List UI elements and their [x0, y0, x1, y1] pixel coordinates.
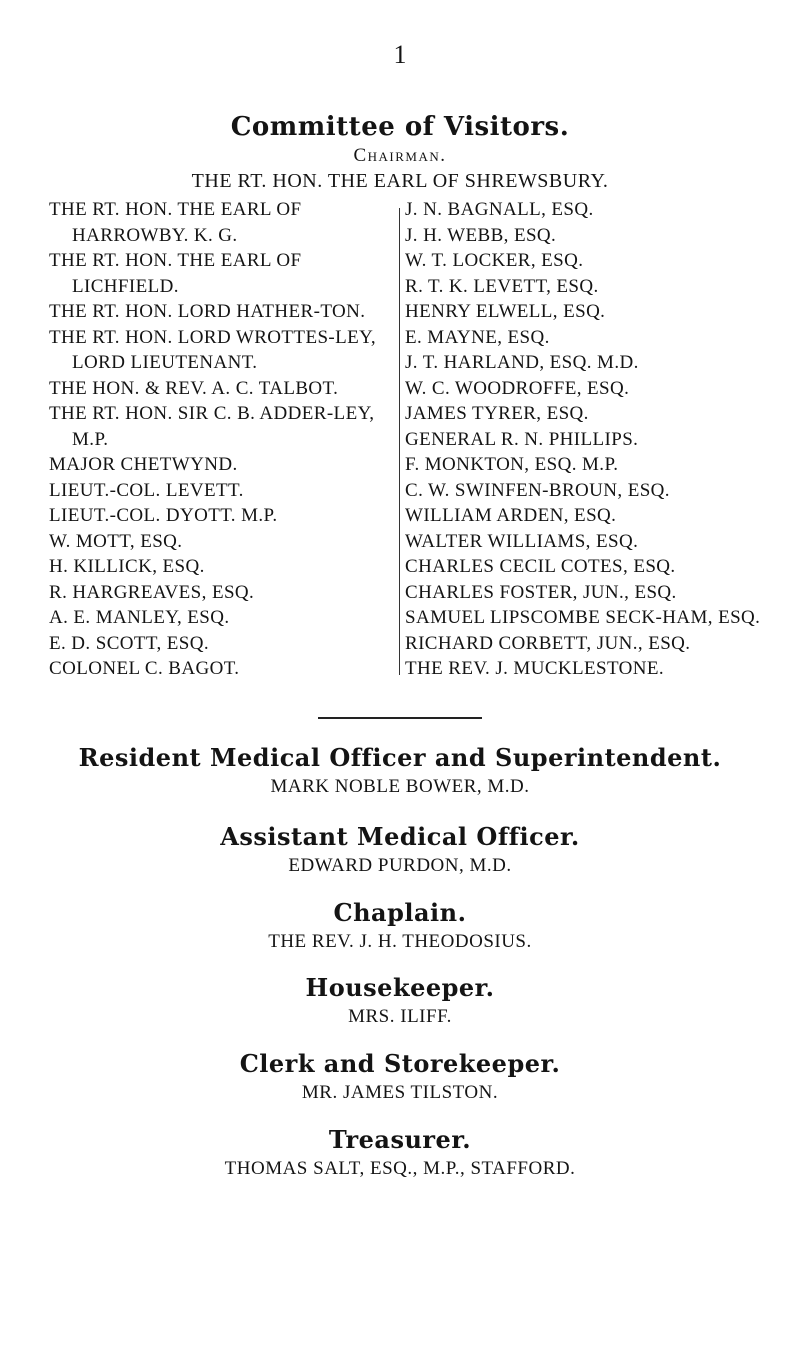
officer-role: Assistant Medical Officer.: [220, 822, 580, 851]
member-entry: W. T. LOCKER, ESQ.: [405, 250, 584, 271]
committee-title: Committee of Visitors.: [230, 112, 570, 142]
member-entry: THE HON. & REV. A. C. TALBOT.: [49, 377, 339, 399]
member-entry: C. W. SWINFEN-BROUN, ESQ.: [405, 479, 670, 501]
member-entry: E. D. SCOTT, ESQ.: [49, 632, 210, 654]
officer-role: Treasurer.: [328, 1125, 472, 1154]
officer-role: Chaplain.: [333, 898, 467, 927]
member-entry: J. H. WEBB, ESQ.: [405, 224, 557, 246]
member-entry: COLONEL C. BAGOT.: [49, 658, 240, 679]
member-entry: THE RT. HON. THE EARL OF LICHFIELD.: [49, 250, 302, 297]
officer-chaplain: [0, 898, 800, 953]
member-entry: LIEUT.-COL. DYOTT. M.P.: [49, 505, 278, 526]
officer-role: Housekeeper.: [305, 973, 495, 1002]
member-entry: J. N. BAGNALL, ESQ.: [405, 199, 594, 220]
member-entry: CHARLES FOSTER, JUN., ESQ.: [405, 581, 677, 603]
officer-name: MARK NOBLE BOWER, M.D.: [270, 776, 530, 797]
member-entry: H. KILLICK, ESQ.: [49, 556, 205, 577]
member-entry: R. HARGREAVES, ESQ.: [49, 581, 255, 603]
officer-treasurer: [0, 1125, 800, 1180]
section-divider: [318, 717, 482, 719]
officer-clerk: [0, 1049, 800, 1104]
member-entry: W. C. WOODROFFE, ESQ.: [405, 377, 630, 399]
members-right-column: [405, 197, 775, 682]
member-entry: R. T. K. LEVETT, ESQ.: [405, 275, 599, 297]
member-entry: MAJOR CHETWYND.: [49, 454, 238, 475]
officer-name: MRS. ILIFF.: [348, 1006, 452, 1027]
member-entry: JAMES TYRER, ESQ.: [405, 403, 589, 424]
member-entry: A. E. MANLEY, ESQ.: [49, 607, 230, 628]
member-entry: WILLIAM ARDEN, ESQ.: [405, 505, 617, 526]
officer-resident-medical: [0, 743, 800, 798]
member-entry: THE RT. HON. LORD WROTTES-LEY, LORD LIEUTENANT.: [49, 326, 376, 373]
member-entry: LIEUT.-COL. LEVETT.: [49, 479, 244, 501]
member-entry: THE RT. HON. LORD HATHER-TON.: [49, 301, 366, 322]
chairman-name: THE RT. HON. THE EARL OF SHREWSBURY.: [191, 170, 609, 192]
member-entry: E. MAYNE, ESQ.: [405, 326, 550, 348]
member-entry: HENRY ELWELL, ESQ.: [405, 301, 606, 322]
members-left-column: [49, 197, 394, 682]
member-entry: GENERAL R. N. PHILLIPS.: [405, 428, 639, 450]
member-entry: RICHARD CORBETT, JUN., ESQ.: [405, 632, 691, 654]
officer-name: THOMAS SALT, ESQ., M.P., STAFFORD.: [224, 1158, 576, 1179]
member-entry: J. T. HARLAND, ESQ. M.D.: [405, 352, 639, 373]
member-entry: W. MOTT, ESQ.: [49, 530, 183, 552]
officer-housekeeper: [0, 973, 800, 1028]
member-entry: F. MONKTON, ESQ. M.P.: [405, 454, 619, 475]
column-divider: [399, 208, 400, 675]
member-entry: SAMUEL LIPSCOMBE SECK-HAM, ESQ.: [405, 607, 761, 628]
officer-name: MR. JAMES TILSTON.: [301, 1082, 499, 1103]
officer-assistant-medical: [0, 822, 800, 877]
officer-name: THE REV. J. H. THEODOSIUS.: [268, 931, 532, 952]
officer-name: EDWARD PURDON, M.D.: [288, 855, 512, 876]
page-number: 1: [393, 40, 407, 69]
member-entry: THE RT. HON. THE EARL OF HARROWBY. K. G.: [49, 199, 302, 246]
member-entry: CHARLES CECIL COTES, ESQ.: [405, 556, 676, 577]
officer-role: Clerk and Storekeeper.: [239, 1049, 561, 1078]
member-entry: THE REV. J. MUCKLESTONE.: [405, 658, 665, 679]
officer-role: Resident Medical Officer and Superintendent.: [78, 743, 722, 772]
member-entry: WALTER WILLIAMS, ESQ.: [405, 530, 639, 552]
member-entry: THE RT. HON. SIR C. B. ADDER-LEY, M.P.: [49, 403, 375, 450]
chairman-heading: Chairman.: [353, 145, 447, 166]
